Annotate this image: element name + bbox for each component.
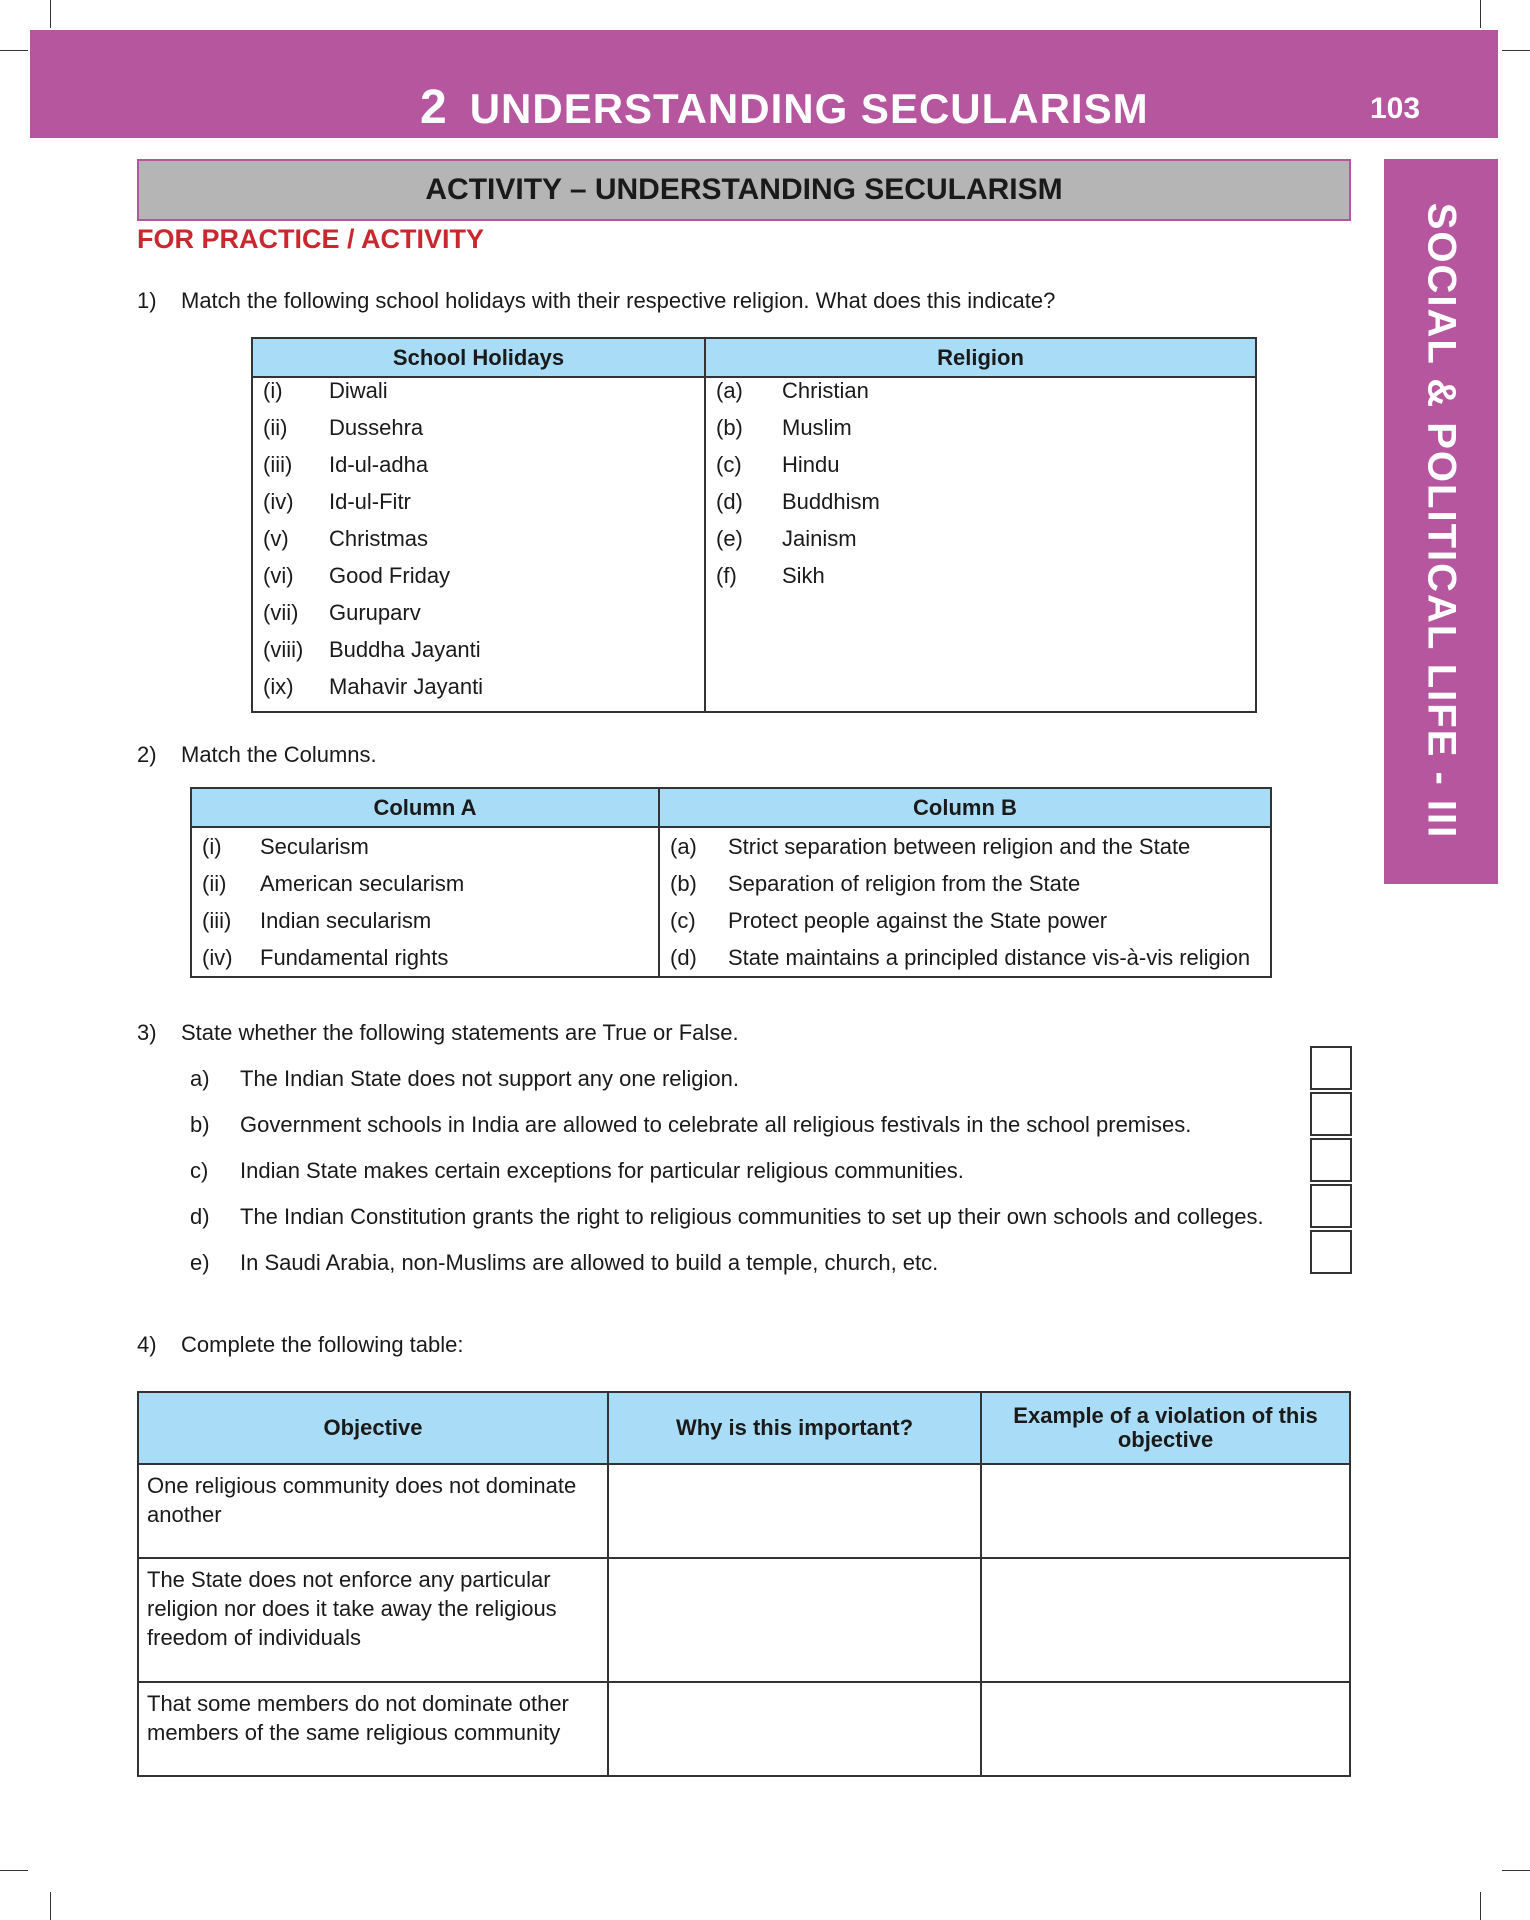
row-label: (iv) [202,944,233,970]
row-text: Fundamental rights [260,944,449,970]
row-text: Indian secularism [260,907,432,933]
row-label: (iii) [263,452,293,477]
true-false-answer-box[interactable] [1310,1138,1352,1182]
row-label: (ii) [263,415,288,440]
chapter-number: 2 [420,81,448,134]
row-text: Separation of religion from the State [728,870,1081,896]
row-text: Mahavir Jayanti [329,674,484,699]
answer-cell[interactable] [981,1558,1350,1682]
side-tab-label: SOCIAL & POLITICAL LIFE - III [1419,202,1464,840]
row-text: Protect people against the State power [728,907,1108,933]
row-text: Muslim [782,415,852,440]
row-label: (i) [202,833,222,859]
row-label: (a) [716,378,743,403]
crop-mark [50,0,51,28]
question-number: 2) [137,742,157,767]
crop-mark [1480,0,1481,28]
true-false-answer-box[interactable] [1310,1230,1352,1274]
row-text: Secularism [260,833,369,859]
row-label: (vii) [263,600,299,625]
practice-heading: FOR PRACTICE / ACTIVITY [137,224,485,254]
answer-cell[interactable] [608,1682,981,1776]
row-text: Dussehra [329,415,424,440]
table-row [191,827,1271,865]
answer-cell[interactable] [981,1682,1350,1776]
crop-mark [1502,50,1530,51]
row-label: (ix) [263,674,294,699]
table-row [252,600,1256,637]
statement-label: d) [190,1204,210,1229]
statement-label: c) [190,1158,209,1183]
table-row [191,902,1271,939]
row-label: (ii) [202,870,227,896]
row-label: (i) [263,378,283,403]
activity-title: ACTIVITY – UNDERSTANDING SECULARISM [425,173,1063,206]
question-3 [137,1020,739,1046]
row-text: American secularism [260,870,465,896]
question-number: 3) [137,1020,157,1045]
row-label: (c) [716,452,742,477]
table-header: Column A [191,788,659,827]
row-label: (f) [716,563,737,588]
statement-item [190,1066,739,1092]
row-label: (c) [670,907,696,933]
objective-cell: That some members do not dominate other members of the same religious community [138,1682,608,1776]
row-text: Id-ul-adha [329,452,429,477]
table-row [252,489,1256,526]
table-row [252,563,1256,600]
row-text: Buddha Jayanti [329,637,481,662]
table-row [191,939,1271,977]
row-label: (iv) [263,489,294,514]
row-label: (b) [716,415,743,440]
question-text: Match the Columns. [181,742,377,767]
row-label: (a) [670,833,697,859]
answer-cell[interactable] [608,1464,981,1558]
statement-item [190,1158,964,1184]
crop-mark [1480,1892,1481,1920]
table-row [252,637,1256,674]
row-text: Christmas [329,526,429,551]
table-header: Why is this important? [608,1392,981,1464]
crop-mark [1502,1870,1530,1871]
table-row [252,452,1256,489]
table-header: School Holidays [252,338,705,377]
question-number: 1) [137,288,157,313]
objective-cell: The State does not enforce any particular religion nor does it take away the religious freedom of individuals [138,1558,608,1682]
table-row [252,415,1256,452]
row-label: (d) [670,944,697,970]
row-text: Buddhism [782,489,880,514]
row-text: Strict separation between religion and the State [728,833,1191,859]
row-text: Sikh [782,563,825,588]
row-label: (b) [670,870,697,896]
question-text: Match the following school holidays with their respective religion. What does this indicate? [181,288,1056,313]
statement-text: Indian State makes certain exceptions for particular religious communities. [240,1158,964,1183]
activity-title-bar [137,159,1351,221]
holiday-religion-table [251,337,1257,713]
statement-item [190,1204,1264,1230]
row-text: Good Friday [329,563,451,588]
chapter-title-text: UNDERSTANDING SECULARISM [469,85,1149,132]
table-row [138,1558,1350,1682]
match-columns-table [190,787,1272,978]
objective-cell: One religious community does not dominate another [138,1464,608,1558]
statement-label: a) [190,1066,210,1091]
question-4 [137,1332,464,1358]
row-text: State maintains a principled distance vis-à-vis religion [728,944,1251,970]
row-label: (v) [263,526,289,551]
table-header: Example of a violation of this objective [981,1392,1350,1464]
crop-mark [0,50,28,51]
row-text: Christian [782,378,869,403]
table-header: Column B [659,788,1271,827]
statement-text: The Indian State does not support any one religion. [240,1066,740,1091]
question-text: State whether the following statements are True or False. [181,1020,739,1045]
answer-cell[interactable] [608,1558,981,1682]
question-2 [137,742,377,768]
crop-mark [50,1892,51,1920]
statement-item [190,1250,938,1276]
statement-item [190,1112,1191,1138]
table-row [138,1464,1350,1558]
table-row [191,865,1271,902]
table-header: Religion [705,338,1256,377]
row-text: Diwali [329,378,388,403]
row-text: Jainism [782,526,857,551]
table-row [138,1682,1350,1776]
table-row [252,526,1256,563]
question-text: Complete the following table: [181,1332,464,1357]
row-text: Hindu [782,452,840,477]
statement-text: The Indian Constitution grants the right to religious communities to set up their own schools and colleges. [240,1204,1264,1229]
row-label: (iii) [202,907,232,933]
table-header: Objective [138,1392,608,1464]
crop-mark [0,1870,28,1871]
row-label: (d) [716,489,743,514]
statement-text: In Saudi Arabia, non-Muslims are allowed to build a temple, church, etc. [240,1250,939,1275]
question-number: 4) [137,1332,157,1357]
question-1 [137,288,1055,314]
true-false-answer-box[interactable] [1310,1092,1352,1136]
row-label: (vi) [263,563,294,588]
statement-label: e) [190,1250,210,1275]
true-false-answer-box[interactable] [1310,1046,1352,1090]
statement-label: b) [190,1112,210,1137]
answer-cell[interactable] [981,1464,1350,1558]
statement-text: Government schools in India are allowed to celebrate all religious festivals in the school premises. [240,1112,1192,1137]
table-row [252,674,1256,712]
true-false-answer-box[interactable] [1310,1184,1352,1228]
page-number: 103 [1370,92,1421,125]
secularism-objectives-table [137,1391,1351,1777]
chapter-title [420,80,1149,135]
row-text: Guruparv [329,600,421,625]
table-row [252,377,1256,415]
row-text: Id-ul-Fitr [329,489,411,514]
row-label: (viii) [263,637,304,662]
row-label: (e) [716,526,743,551]
